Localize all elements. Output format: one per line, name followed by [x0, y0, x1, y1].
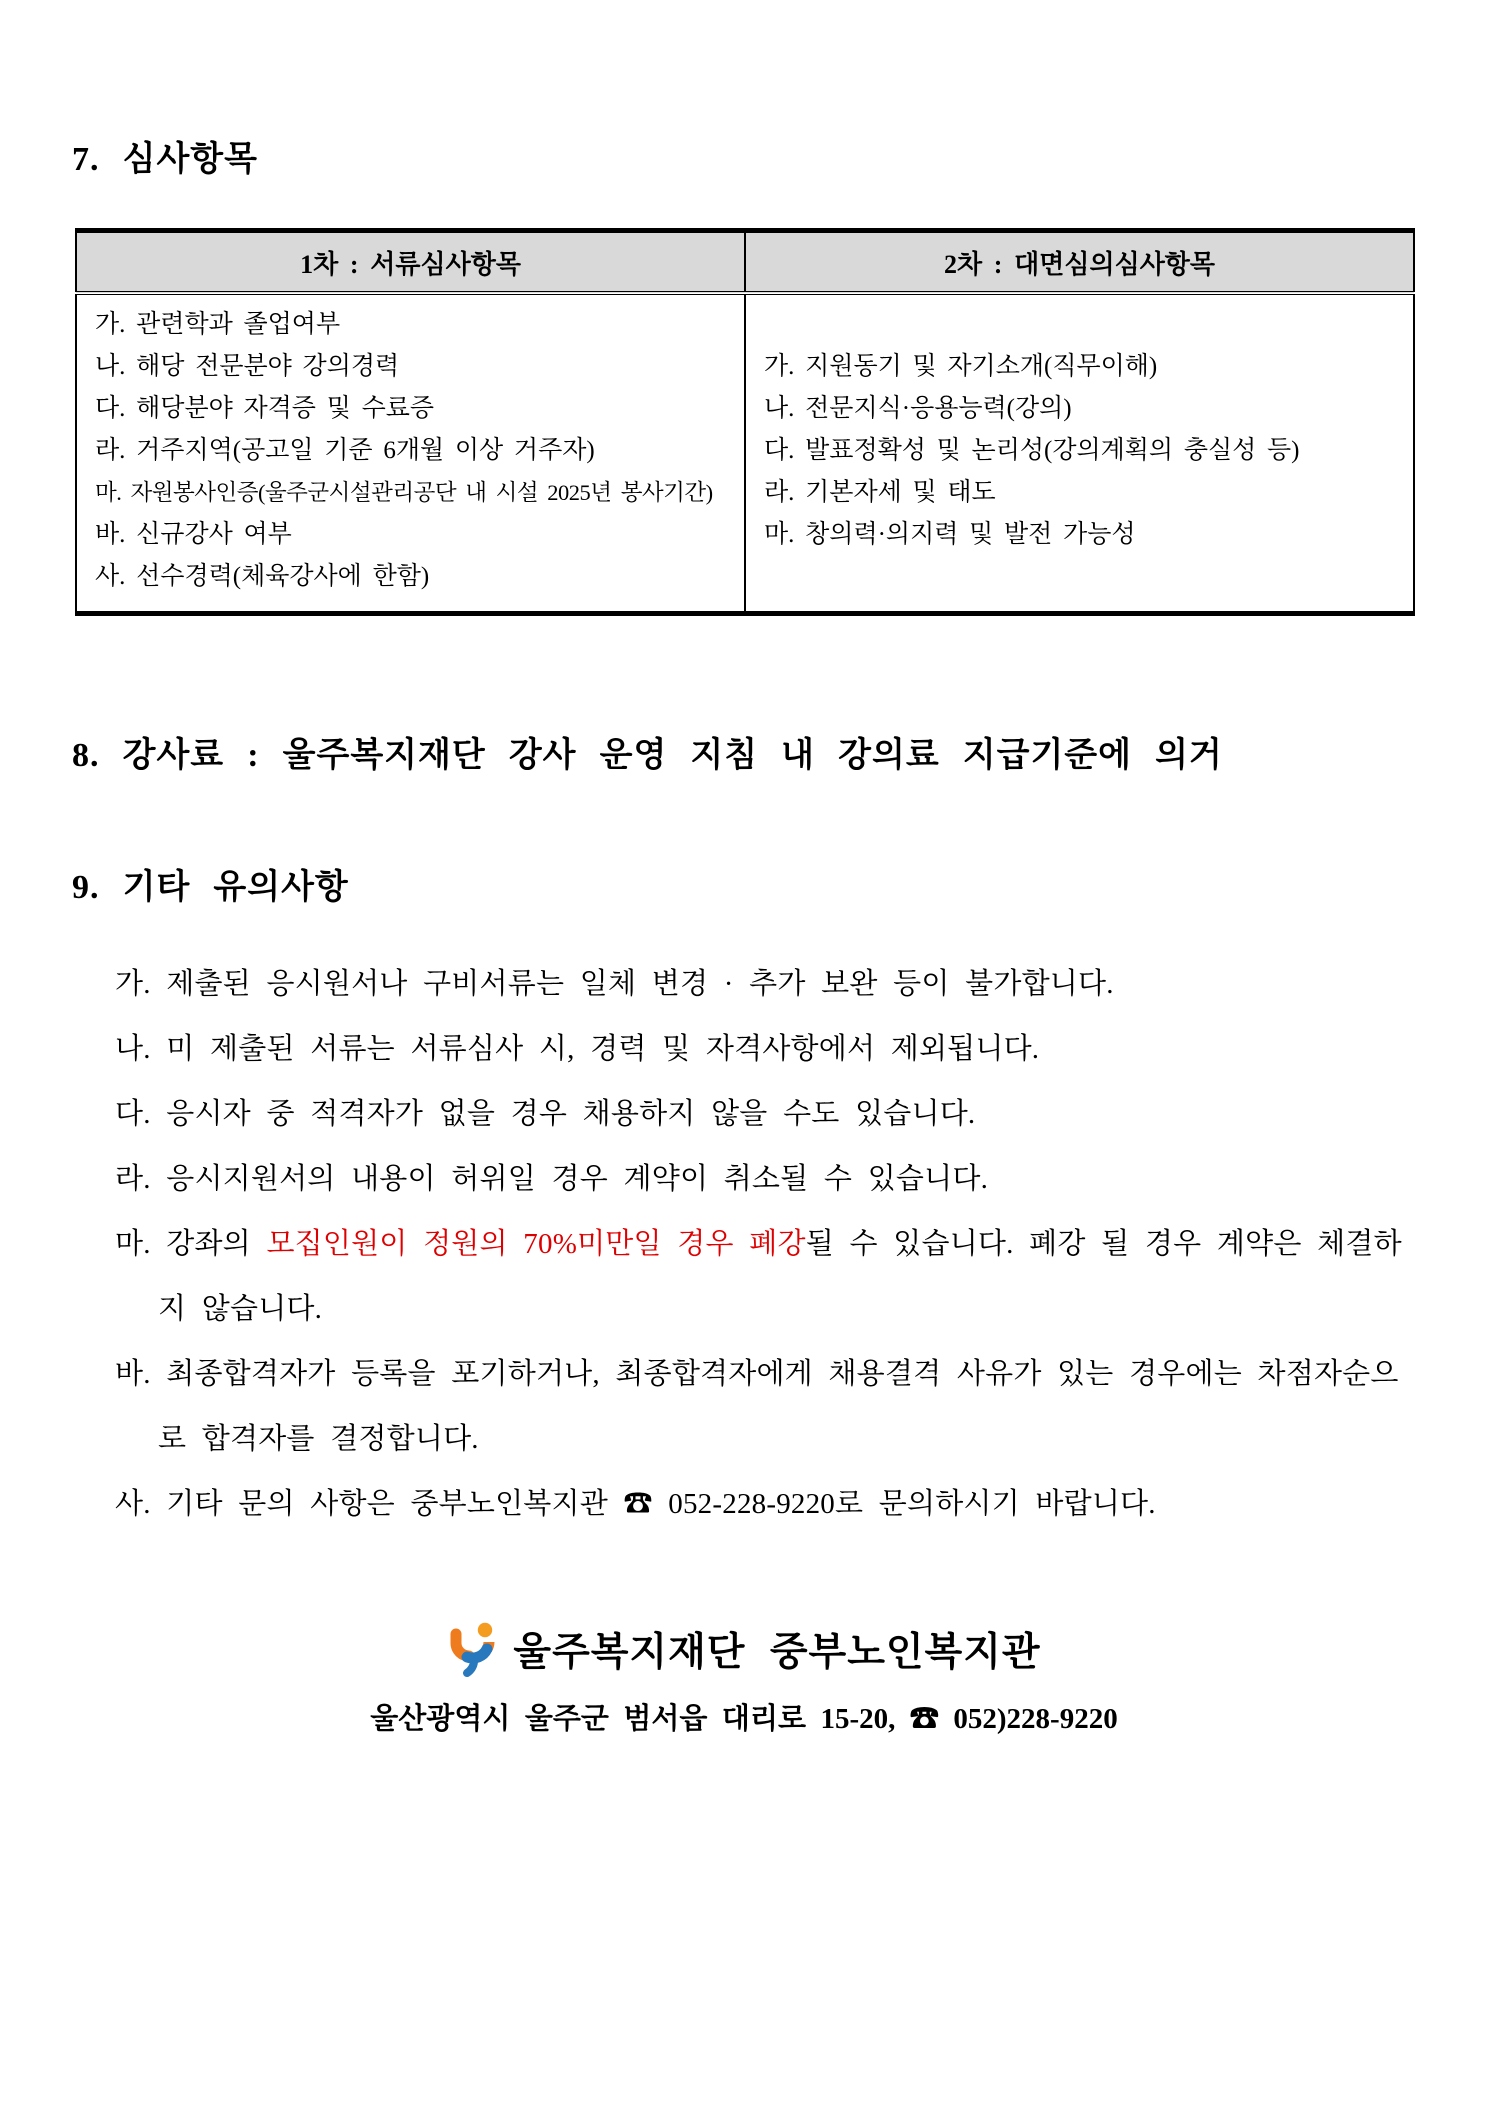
note-ma-pre: 마. 강좌의: [115, 1228, 267, 1260]
note-ma-post: 될 수 있습니다. 폐강 될 경우 계약은 체결하지 않습니다.: [158, 1228, 1402, 1325]
table-row: 다. 해당분야 자격증 및 수료증: [95, 395, 435, 422]
table-row: 사. 선수경력(체육강사에 한함): [95, 563, 430, 590]
section8-title: 8. 강사료 : 울주복지재단 강사 운영 지침 내 강의료 지급기준에 의거: [72, 737, 1223, 774]
section9-title: 9. 기타 유의사항: [72, 869, 349, 906]
note-ma-red-emphasis: 모집인원이 정원의 70%미만일 경우 폐강: [266, 1228, 806, 1260]
table-row: 마. 자원봉사인증(울주군시설관리공단 내 시설 2025년 봉사기간): [95, 480, 713, 505]
list-item: 다. 응시자 중 적격자가 없을 경우 채용하지 않을 수도 있습니다.: [115, 1098, 976, 1130]
ulju-welfare-foundation-logo-icon: [447, 1621, 499, 1677]
round1-criteria-cell: [76, 293, 745, 614]
table-row: 가. 지원동기 및 자기소개(직무이해): [764, 353, 1158, 380]
organization-line: [447, 1621, 1040, 1677]
table-row: 나. 전문지식·응용능력(강의): [764, 395, 1072, 422]
list-item: 라. 응시지원서의 내용이 허위일 경우 계약이 취소될 수 있습니다.: [115, 1163, 989, 1195]
table-row: 나. 해당 전문분야 강의경력: [95, 353, 400, 380]
list-item: 나. 미 제출된 서류는 서류심사 시, 경력 및 자격사항에서 제외됩니다.: [115, 1033, 1040, 1065]
notes-list: [72, 952, 1416, 1537]
table-header-round1: 1차 : 서류심사항목: [76, 231, 745, 294]
table-row: 라. 기본자세 및 태도: [764, 479, 996, 506]
evaluation-criteria-table: [75, 228, 1415, 616]
section7-title: 7. 심사항목: [72, 141, 258, 178]
table-body-row: [76, 293, 1414, 614]
table-row: 바. 신규강사 여부: [95, 521, 292, 548]
table-header-row: [76, 231, 1414, 294]
table-row: 다. 발표정확성 및 논리성(강의계획의 충실성 등): [764, 437, 1300, 464]
organization-name: 울주복지재단 중부노인복지관: [513, 1631, 1041, 1674]
list-item: 바. 최종합격자가 등록을 포기하거나, 최종합격자에게 채용결격 사유가 있는 경우에는 차점자순으로 합격자를 결정합니다.: [115, 1358, 1399, 1455]
footer: [72, 1621, 1416, 1737]
list-item-cancellation-note: [72, 1212, 1416, 1342]
table-row: 마. 창의력·의지력 및 발전 가능성: [764, 521, 1136, 548]
organization-address: 울산광역시 울주군 범서읍 대리로 15-20, ☎ 052)228-9220: [370, 1703, 1118, 1735]
table-header-round2: 2차 : 대면심의심사항목: [745, 231, 1414, 294]
table-row: 라. 거주지역(공고일 기준 6개월 이상 거주자): [95, 437, 595, 464]
table-row: 가. 관련학과 졸업여부: [95, 311, 341, 338]
list-item: 가. 제출된 응시원서나 구비서류는 일체 변경 · 추가 보완 등이 불가합니다.: [115, 968, 1114, 1000]
round2-criteria-cell: [745, 293, 1414, 614]
list-item: 사. 기타 문의 사항은 중부노인복지관 ☎ 052-228-9220로 문의하시기 바랍니다.: [115, 1488, 1156, 1520]
